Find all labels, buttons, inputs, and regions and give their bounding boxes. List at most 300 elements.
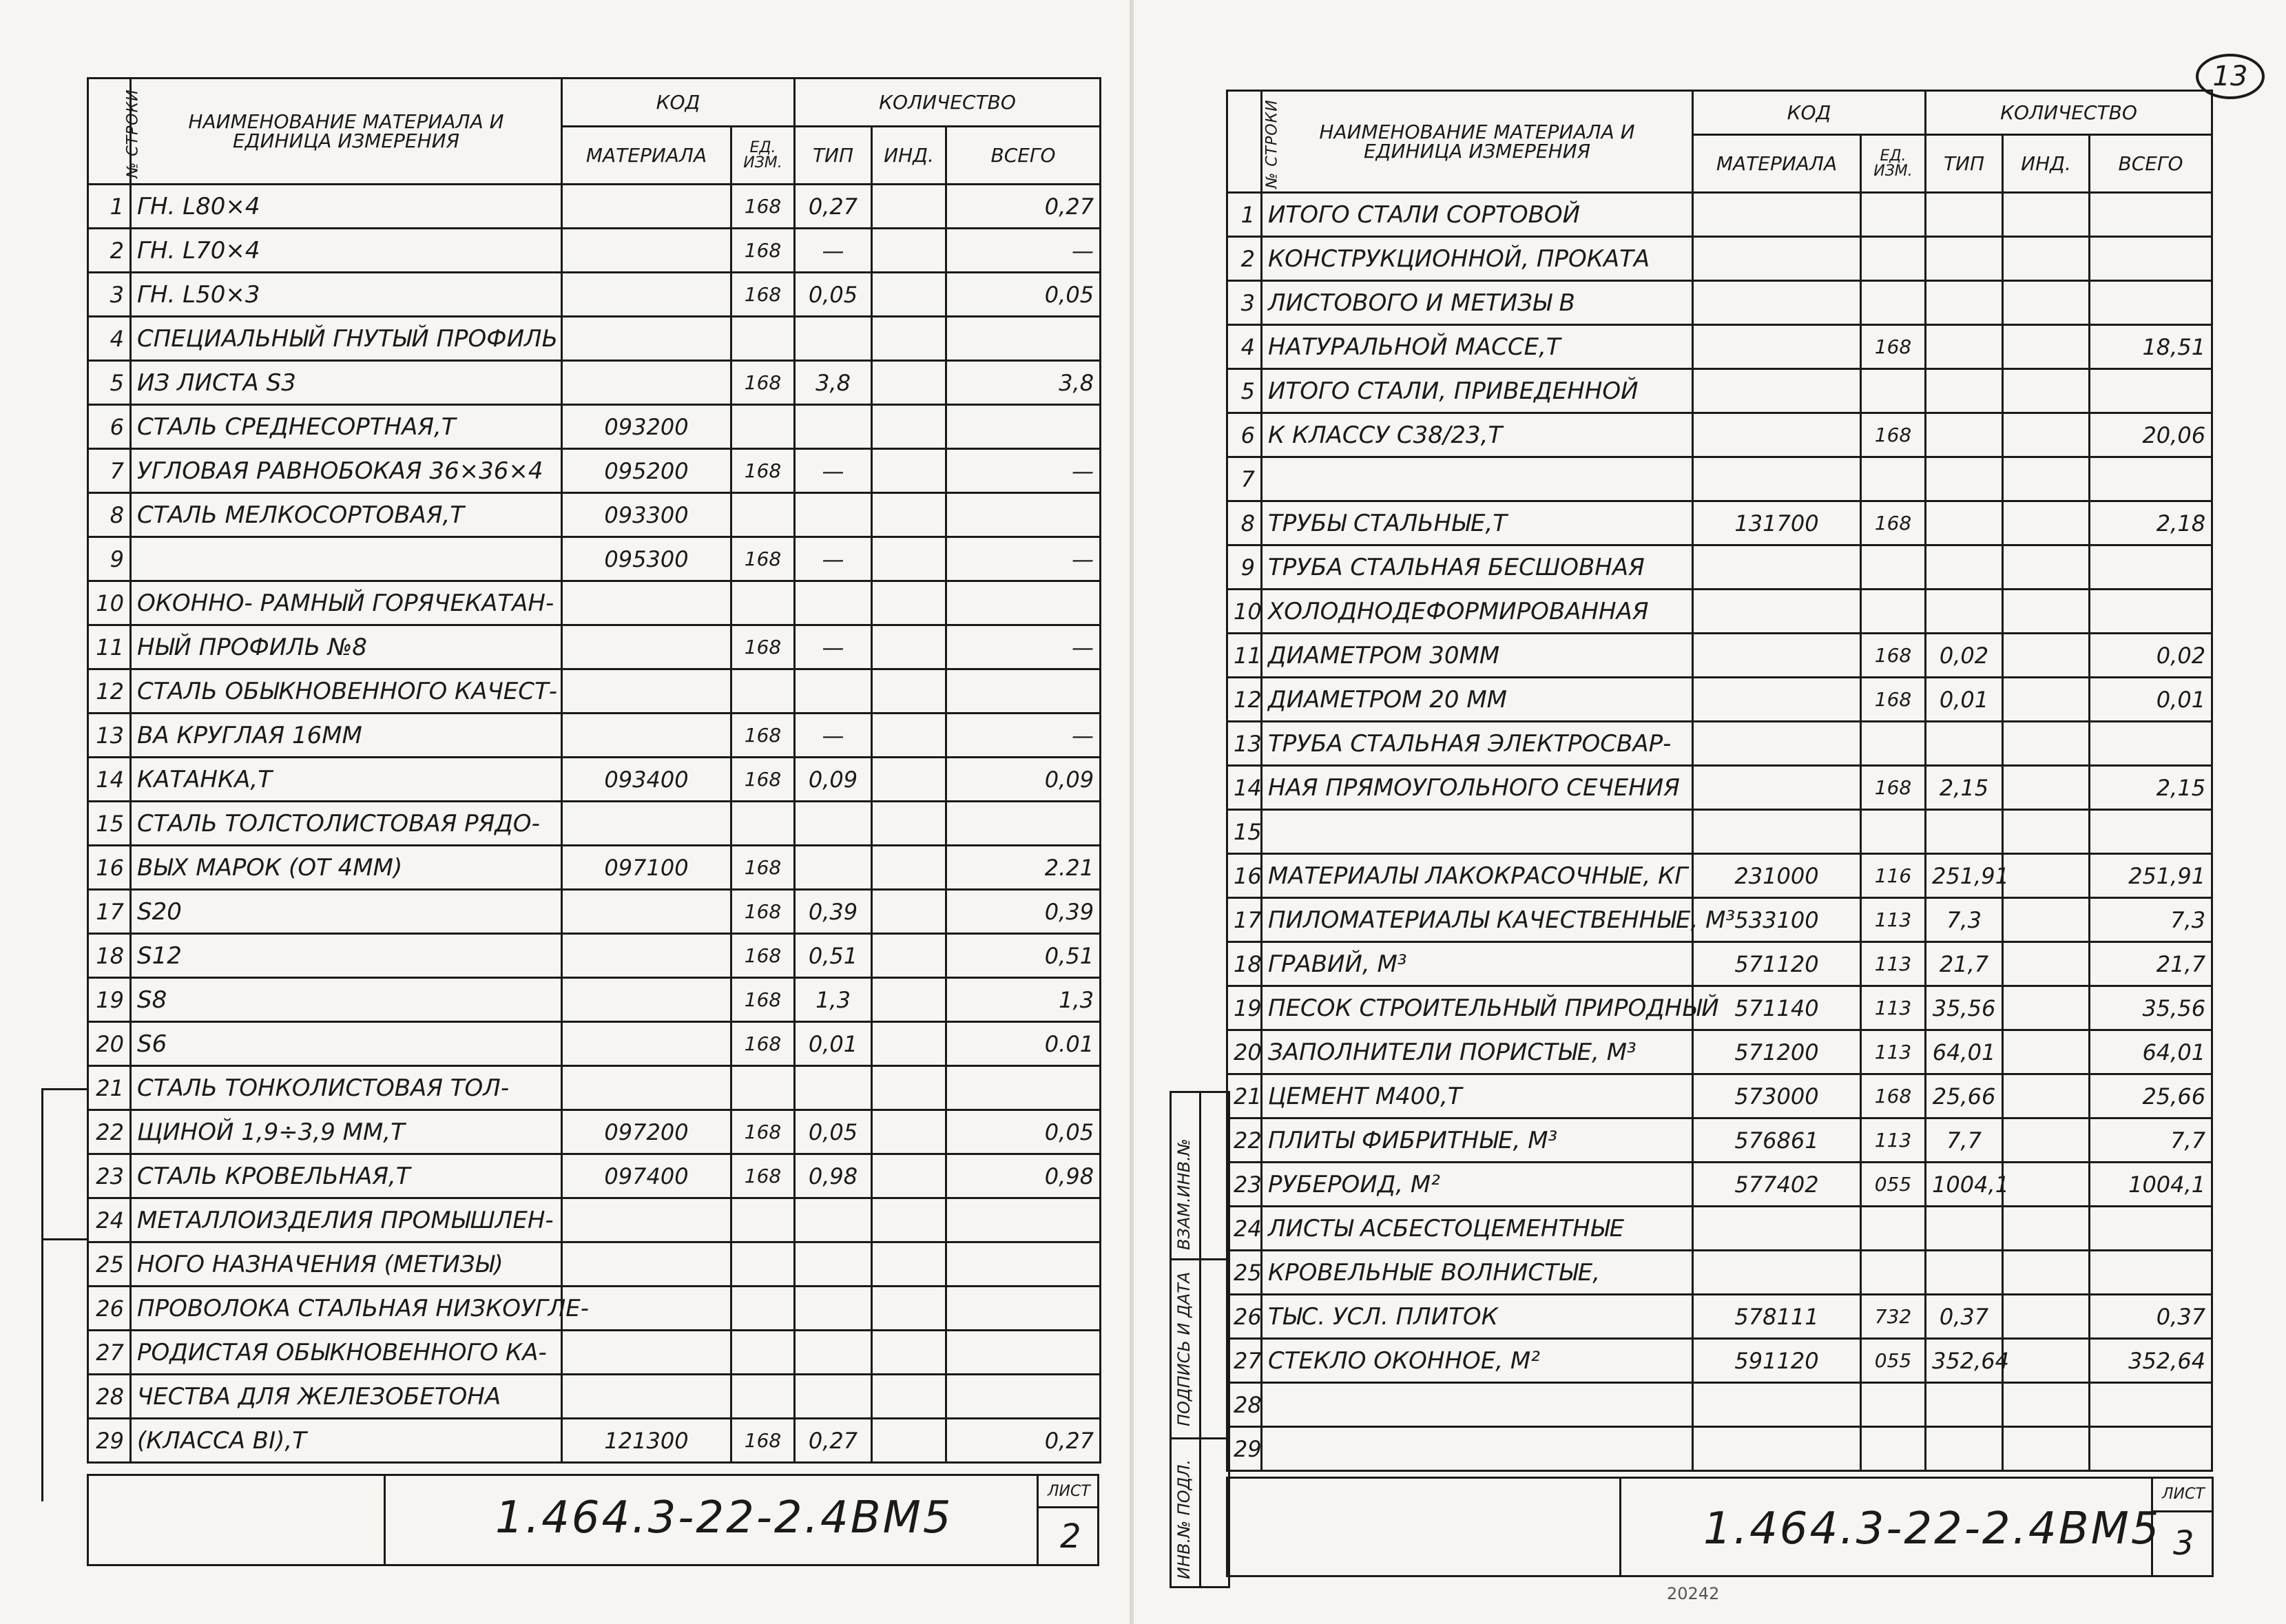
right-cell-n: 9 bbox=[1227, 545, 1262, 590]
left-cell-total bbox=[946, 1066, 1101, 1110]
right-cell-typ bbox=[1926, 501, 2003, 545]
right-cell-code: 571120 bbox=[1693, 942, 1861, 986]
left-cell-typ: 3,8 bbox=[795, 361, 872, 405]
right-row-9 bbox=[1227, 545, 2212, 590]
left-cell-n: 17 bbox=[88, 890, 131, 934]
right-cell-total: 2,18 bbox=[2090, 501, 2212, 545]
right-cell-total bbox=[2090, 1251, 2212, 1295]
left-cell-typ: — bbox=[795, 537, 872, 581]
right-cell-typ: 352,64 bbox=[1926, 1339, 2003, 1383]
left-cell-ind bbox=[872, 1022, 946, 1066]
left-cell-ind bbox=[872, 890, 946, 934]
left-sheet-label: ЛИСТ bbox=[1048, 1483, 1090, 1500]
right-cell-name: ПЕСОК СТРОИТЕЛЬНЫЙ ПРИРОДНЫЙ bbox=[1262, 986, 1693, 1030]
left-cell-name: S20 bbox=[131, 890, 562, 934]
left-cell-code bbox=[562, 581, 731, 625]
left-cell-name: (КЛАССА ВI),Т bbox=[131, 1419, 562, 1463]
left-cell-n: 20 bbox=[88, 1022, 131, 1066]
left-cell-total bbox=[946, 1331, 1101, 1375]
right-cell-name: ЗАПОЛНИТЕЛИ ПОРИСТЫЕ, М³ bbox=[1262, 1030, 1693, 1074]
left-cell-typ: — bbox=[795, 625, 872, 669]
left-cell-total: 0,09 bbox=[946, 758, 1101, 802]
right-cell-name: ТРУБА СТАЛЬНАЯ ЭЛЕКТРОСВАР- bbox=[1262, 722, 1693, 766]
left-cell-typ: 0,27 bbox=[795, 1419, 872, 1463]
left-cell-name: УГЛОВАЯ РАВНОБОКАЯ 36×36×4 bbox=[131, 449, 562, 493]
left-cell-code: 093300 bbox=[562, 493, 731, 537]
right-cell-unit bbox=[1861, 369, 1926, 413]
right-cell-name: ЦЕМЕНТ М400,Т bbox=[1262, 1074, 1693, 1118]
left-cell-name: ЩИНОЙ 1,9÷3,9 ММ,Т bbox=[131, 1110, 562, 1154]
right-cell-name: ИТОГО СТАЛИ, ПРИВЕДЕННОЙ bbox=[1262, 369, 1693, 413]
right-cell-ind bbox=[2003, 678, 2090, 722]
left-row-17 bbox=[88, 890, 1101, 934]
left-spec-table bbox=[87, 77, 1101, 1464]
left-cell-name: ГН. L80×4 bbox=[131, 185, 562, 229]
right-cell-name: ГРАВИЙ, М³ bbox=[1262, 942, 1693, 986]
right-cell-total: 352,64 bbox=[2090, 1339, 2212, 1383]
right-cell-code: 231000 bbox=[1693, 854, 1861, 898]
right-cell-n: 18 bbox=[1227, 942, 1262, 986]
right-cell-typ: 64,01 bbox=[1926, 1030, 2003, 1074]
right-cell-code bbox=[1693, 722, 1861, 766]
right-cell-ind bbox=[2003, 457, 2090, 501]
right-cell-code bbox=[1693, 281, 1861, 325]
left-cell-code: 121300 bbox=[562, 1419, 731, 1463]
left-cell-unit: 168 bbox=[731, 890, 795, 934]
right-row-3 bbox=[1227, 281, 2212, 325]
left-row-18 bbox=[88, 934, 1101, 978]
left-cell-typ bbox=[795, 1331, 872, 1375]
right-cell-typ: 21,7 bbox=[1926, 942, 2003, 986]
right-cell-total: 2,15 bbox=[2090, 766, 2212, 810]
right-cell-unit: 168 bbox=[1861, 634, 1926, 678]
left-cell-n: 7 bbox=[88, 449, 131, 493]
right-cell-name: ПИЛОМАТЕРИАЛЫ КАЧЕСТВЕННЫЕ, М³ bbox=[1262, 898, 1693, 942]
left-cell-unit: 168 bbox=[731, 846, 795, 890]
left-row-2 bbox=[88, 229, 1101, 273]
left-cell-n: 27 bbox=[88, 1331, 131, 1375]
right-code-unit-header: ЕД. ИЗМ. bbox=[1861, 135, 1926, 193]
right-cell-name: НАЯ ПРЯМОУГОЛЬНОГО СЕЧЕНИЯ bbox=[1262, 766, 1693, 810]
right-cell-n: 27 bbox=[1227, 1339, 1262, 1383]
left-cell-code bbox=[562, 714, 731, 758]
left-cell-total bbox=[946, 1198, 1101, 1242]
right-cell-code bbox=[1693, 1427, 1861, 1471]
right-cell-code: 578111 bbox=[1693, 1295, 1861, 1339]
right-cell-total bbox=[2090, 281, 2212, 325]
left-cell-typ: — bbox=[795, 229, 872, 273]
right-spec-table bbox=[1226, 90, 2213, 1472]
left-cell-code bbox=[562, 185, 731, 229]
right-cell-typ: 25,66 bbox=[1926, 1074, 2003, 1118]
right-cell-ind bbox=[2003, 501, 2090, 545]
left-cell-typ: 0,05 bbox=[795, 1110, 872, 1154]
left-cell-ind bbox=[872, 1419, 946, 1463]
left-cell-unit: 168 bbox=[731, 1110, 795, 1154]
left-cell-typ: 0,51 bbox=[795, 934, 872, 978]
right-cell-ind bbox=[2003, 1074, 2090, 1118]
right-cell-unit bbox=[1861, 810, 1926, 854]
right-cell-name: К КЛАССУ С38/23,Т bbox=[1262, 413, 1693, 457]
left-cell-ind bbox=[872, 1331, 946, 1375]
right-document-code: 1.464.3-22-2.4ВМ5 bbox=[1703, 1503, 2161, 1554]
right-cell-name: МАТЕРИАЛЫ ЛАКОКРАСОЧНЫЕ, КГ bbox=[1262, 854, 1693, 898]
left-cell-n: 24 bbox=[88, 1198, 131, 1242]
left-cell-total: 0,05 bbox=[946, 273, 1101, 317]
right-cell-total: 1004,1 bbox=[2090, 1163, 2212, 1207]
left-cell-n: 8 bbox=[88, 493, 131, 537]
left-cell-total: 2.21 bbox=[946, 846, 1101, 890]
right-cell-name: КРОВЕЛЬНЫЕ ВОЛНИСТЫЕ, bbox=[1262, 1251, 1693, 1295]
right-row-26 bbox=[1227, 1295, 2212, 1339]
right-cell-unit: 113 bbox=[1861, 898, 1926, 942]
right-row-25 bbox=[1227, 1251, 2212, 1295]
right-cell-typ bbox=[1926, 237, 2003, 281]
right-cell-name bbox=[1262, 810, 1693, 854]
left-cell-total bbox=[946, 1375, 1101, 1419]
left-cell-n: 16 bbox=[88, 846, 131, 890]
right-cell-unit: 116 bbox=[1861, 854, 1926, 898]
right-cell-n: 13 bbox=[1227, 722, 1262, 766]
right-cell-typ bbox=[1926, 810, 2003, 854]
left-row-20 bbox=[88, 1022, 1101, 1066]
left-cell-unit bbox=[731, 581, 795, 625]
left-cell-total: 0.01 bbox=[946, 1022, 1101, 1066]
left-cell-typ: 0,27 bbox=[795, 185, 872, 229]
right-cell-unit: 168 bbox=[1861, 325, 1926, 369]
left-cell-unit: 168 bbox=[731, 229, 795, 273]
left-cell-n: 28 bbox=[88, 1375, 131, 1419]
left-cell-code bbox=[562, 229, 731, 273]
left-cell-code bbox=[562, 802, 731, 846]
left-cell-typ bbox=[795, 802, 872, 846]
right-cell-ind bbox=[2003, 986, 2090, 1030]
left-cell-n: 14 bbox=[88, 758, 131, 802]
qty-typ-header: ТИП bbox=[795, 127, 872, 185]
right-cell-name: ДИАМЕТРОМ 30ММ bbox=[1262, 634, 1693, 678]
left-cell-total bbox=[946, 405, 1101, 449]
left-cell-code bbox=[562, 317, 731, 361]
left-cell-total: 3,8 bbox=[946, 361, 1101, 405]
right-cell-typ bbox=[1926, 1427, 2003, 1471]
left-cell-name: НОГО НАЗНАЧЕНИЯ (МЕТИЗЫ) bbox=[131, 1242, 562, 1287]
left-cell-unit: 168 bbox=[731, 978, 795, 1022]
right-cell-name: ТЫС. УСЛ. ПЛИТОК bbox=[1262, 1295, 1693, 1339]
left-row-15 bbox=[88, 802, 1101, 846]
right-cell-total: 7,3 bbox=[2090, 898, 2212, 942]
right-cell-typ bbox=[1926, 1207, 2003, 1251]
left-cell-name: РОДИСТАЯ ОБЫКНОВЕННОГО КА- bbox=[131, 1331, 562, 1375]
right-row-5 bbox=[1227, 369, 2212, 413]
left-cell-unit: 168 bbox=[731, 361, 795, 405]
left-row-26 bbox=[88, 1287, 1101, 1331]
right-cell-name: КОНСТРУКЦИОННОЙ, ПРОКАТА bbox=[1262, 237, 1693, 281]
left-cell-total bbox=[946, 669, 1101, 714]
left-cell-ind bbox=[872, 934, 946, 978]
left-cell-name: СТАЛЬ ОБЫКНОВЕННОГО КАЧЕСТ- bbox=[131, 669, 562, 714]
left-cell-n: 12 bbox=[88, 669, 131, 714]
footer-archive-number: 20242 bbox=[1667, 1584, 1720, 1603]
right-cell-ind bbox=[2003, 193, 2090, 237]
left-cell-code bbox=[562, 1375, 731, 1419]
left-cell-total: 0,05 bbox=[946, 1110, 1101, 1154]
left-cell-n: 11 bbox=[88, 625, 131, 669]
right-cell-ind bbox=[2003, 1118, 2090, 1163]
right-cell-code: 131700 bbox=[1693, 501, 1861, 545]
right-cell-typ bbox=[1926, 193, 2003, 237]
right-cell-total bbox=[2090, 810, 2212, 854]
right-cell-total bbox=[2090, 722, 2212, 766]
qty-ind-header: ИНД. bbox=[872, 127, 946, 185]
left-cell-unit: 168 bbox=[731, 934, 795, 978]
right-name-header: НАИМЕНОВАНИЕ МАТЕРИАЛА И ЕДИНИЦА ИЗМЕРЕНИЯ bbox=[1262, 91, 1693, 193]
right-row-28 bbox=[1227, 1383, 2212, 1427]
right-cell-n: 29 bbox=[1227, 1427, 1262, 1471]
row-number-header: № СТРОКИ bbox=[88, 79, 131, 185]
right-cell-n: 25 bbox=[1227, 1251, 1262, 1295]
left-sheet-number: 2 bbox=[1060, 1517, 1081, 1556]
right-row-16 bbox=[1227, 854, 2212, 898]
right-cell-code: 577402 bbox=[1693, 1163, 1861, 1207]
left-cell-code bbox=[562, 625, 731, 669]
left-cell-ind bbox=[872, 1375, 946, 1419]
right-qty-group-header: КОЛИЧЕСТВО bbox=[1926, 91, 2212, 135]
left-cell-name: ЧЕСТВА ДЛЯ ЖЕЛЕЗОБЕТОНА bbox=[131, 1375, 562, 1419]
right-cell-ind bbox=[2003, 942, 2090, 986]
right-row-23 bbox=[1227, 1163, 2212, 1207]
left-cell-unit: 168 bbox=[731, 1022, 795, 1066]
right-code-material-header: МАТЕРИАЛА bbox=[1693, 135, 1861, 193]
right-cell-ind bbox=[2003, 281, 2090, 325]
right-cell-ind bbox=[2003, 1339, 2090, 1383]
left-cell-n: 3 bbox=[88, 273, 131, 317]
right-cell-code: 573000 bbox=[1693, 1074, 1861, 1118]
left-row-10 bbox=[88, 581, 1101, 625]
right-cell-code bbox=[1693, 369, 1861, 413]
left-cell-name: ИЗ ЛИСТА S3 bbox=[131, 361, 562, 405]
right-cell-ind bbox=[2003, 325, 2090, 369]
right-cell-unit bbox=[1861, 1383, 1926, 1427]
left-cell-n: 21 bbox=[88, 1066, 131, 1110]
left-row-6 bbox=[88, 405, 1101, 449]
page-number-badge: 13 bbox=[2196, 54, 2265, 99]
left-cell-name: СТАЛЬ ТОЛСТОЛИСТОВАЯ РЯДО- bbox=[131, 802, 562, 846]
right-cell-n: 28 bbox=[1227, 1383, 1262, 1427]
right-cell-total bbox=[2090, 237, 2212, 281]
left-cell-code: 097400 bbox=[562, 1154, 731, 1198]
left-cell-name: ОКОННО- РАМНЫЙ ГОРЯЧЕКАТАН- bbox=[131, 581, 562, 625]
right-cell-n: 2 bbox=[1227, 237, 1262, 281]
left-cell-total: 0,27 bbox=[946, 1419, 1101, 1463]
right-cell-unit bbox=[1861, 590, 1926, 634]
left-cell-unit bbox=[731, 1287, 795, 1331]
right-row-1 bbox=[1227, 193, 2212, 237]
left-cell-total bbox=[946, 1242, 1101, 1287]
left-cell-unit: 168 bbox=[731, 625, 795, 669]
right-row-2 bbox=[1227, 237, 2212, 281]
left-cell-ind bbox=[872, 1066, 946, 1110]
code-group-header: КОД bbox=[562, 79, 795, 127]
left-cell-name: S8 bbox=[131, 978, 562, 1022]
right-cell-n: 19 bbox=[1227, 986, 1262, 1030]
right-cell-typ: 2,15 bbox=[1926, 766, 2003, 810]
left-cell-ind bbox=[872, 1242, 946, 1287]
right-cell-typ: 1004,1 bbox=[1926, 1163, 2003, 1207]
left-cell-total bbox=[946, 317, 1101, 361]
left-cell-ind bbox=[872, 405, 946, 449]
left-title-block bbox=[87, 1474, 1099, 1566]
right-cell-total: 0,02 bbox=[2090, 634, 2212, 678]
right-sheet-label: ЛИСТ bbox=[2162, 1486, 2205, 1503]
right-cell-n: 26 bbox=[1227, 1295, 1262, 1339]
left-cell-total bbox=[946, 802, 1101, 846]
right-cell-total: 0,01 bbox=[2090, 678, 2212, 722]
left-cell-code: 097100 bbox=[562, 846, 731, 890]
right-cell-name: СТЕКЛО ОКОННОЕ, М² bbox=[1262, 1339, 1693, 1383]
right-cell-ind bbox=[2003, 1383, 2090, 1427]
left-cell-ind bbox=[872, 449, 946, 493]
left-row-9 bbox=[88, 537, 1101, 581]
left-cell-code: 095300 bbox=[562, 537, 731, 581]
right-cell-total: 21,7 bbox=[2090, 942, 2212, 986]
left-cell-name: СТАЛЬ КРОВЕЛЬНАЯ,Т bbox=[131, 1154, 562, 1198]
left-cell-name: НЫЙ ПРОФИЛЬ №8 bbox=[131, 625, 562, 669]
right-row-number-header: № СТРОКИ bbox=[1227, 91, 1262, 193]
right-cell-code bbox=[1693, 545, 1861, 590]
left-cell-total: 0,98 bbox=[946, 1154, 1101, 1198]
right-cell-code bbox=[1693, 325, 1861, 369]
left-cell-unit: 168 bbox=[731, 273, 795, 317]
left-cell-name: МЕТАЛЛОИЗДЕЛИЯ ПРОМЫШЛЕН- bbox=[131, 1198, 562, 1242]
right-cell-ind bbox=[2003, 1427, 2090, 1471]
right-qty-ind-header: ИНД. bbox=[2003, 135, 2090, 193]
right-cell-typ bbox=[1926, 1251, 2003, 1295]
left-cell-n: 26 bbox=[88, 1287, 131, 1331]
right-cell-unit bbox=[1861, 457, 1926, 501]
right-row-20 bbox=[1227, 1030, 2212, 1074]
left-cell-ind bbox=[872, 758, 946, 802]
left-cell-unit bbox=[731, 1198, 795, 1242]
left-cell-typ bbox=[795, 1242, 872, 1287]
left-cell-ind bbox=[872, 802, 946, 846]
right-cell-unit: 055 bbox=[1861, 1163, 1926, 1207]
right-cell-code: 571140 bbox=[1693, 986, 1861, 1030]
right-cell-typ bbox=[1926, 1383, 2003, 1427]
right-cell-ind bbox=[2003, 766, 2090, 810]
right-cell-n: 14 bbox=[1227, 766, 1262, 810]
right-cell-name: ДИАМЕТРОМ 20 ММ bbox=[1262, 678, 1693, 722]
left-row-5 bbox=[88, 361, 1101, 405]
right-row-6 bbox=[1227, 413, 2212, 457]
right-row-8 bbox=[1227, 501, 2212, 545]
left-cell-n: 15 bbox=[88, 802, 131, 846]
right-qty-typ-header: ТИП bbox=[1926, 135, 2003, 193]
left-cell-ind bbox=[872, 493, 946, 537]
side-label-original-inventory: ИНВ.№ ПОДЛ. bbox=[1174, 1459, 1194, 1579]
left-row-11 bbox=[88, 625, 1101, 669]
left-row-8 bbox=[88, 493, 1101, 537]
right-cell-n: 20 bbox=[1227, 1030, 1262, 1074]
left-cell-total: 0,39 bbox=[946, 890, 1101, 934]
code-material-header: МАТЕРИАЛА bbox=[562, 127, 731, 185]
left-cell-typ: 0,98 bbox=[795, 1154, 872, 1198]
left-cell-n: 5 bbox=[88, 361, 131, 405]
code-unit-header: ЕД. ИЗМ. bbox=[731, 127, 795, 185]
left-cell-typ: 1,3 bbox=[795, 978, 872, 1022]
right-cell-ind bbox=[2003, 810, 2090, 854]
right-cell-ind bbox=[2003, 545, 2090, 590]
left-cell-typ: 0,01 bbox=[795, 1022, 872, 1066]
right-cell-unit bbox=[1861, 545, 1926, 590]
right-cell-code bbox=[1693, 766, 1861, 810]
right-cell-ind bbox=[2003, 1295, 2090, 1339]
left-cell-unit: 168 bbox=[731, 758, 795, 802]
left-cell-n: 1 bbox=[88, 185, 131, 229]
right-cell-name bbox=[1262, 457, 1693, 501]
left-cell-code: 093400 bbox=[562, 758, 731, 802]
left-cell-unit: 168 bbox=[731, 449, 795, 493]
left-cell-code bbox=[562, 1198, 731, 1242]
right-cell-unit: 168 bbox=[1861, 678, 1926, 722]
left-row-14 bbox=[88, 758, 1101, 802]
right-row-15 bbox=[1227, 810, 2212, 854]
right-cell-total: 35,56 bbox=[2090, 986, 2212, 1030]
left-cell-typ bbox=[795, 581, 872, 625]
right-cell-total bbox=[2090, 457, 2212, 501]
right-cell-code bbox=[1693, 237, 1861, 281]
right-cell-n: 16 bbox=[1227, 854, 1262, 898]
left-cell-name: СПЕЦИАЛЬНЫЙ ГНУТЫЙ ПРОФИЛЬ bbox=[131, 317, 562, 361]
left-cell-code bbox=[562, 669, 731, 714]
right-cell-name: НАТУРАЛЬНОЙ МАССЕ,Т bbox=[1262, 325, 1693, 369]
right-cell-typ: 0,02 bbox=[1926, 634, 2003, 678]
left-cell-unit bbox=[731, 1242, 795, 1287]
right-cell-typ bbox=[1926, 281, 2003, 325]
left-cell-ind bbox=[872, 317, 946, 361]
right-cell-n: 7 bbox=[1227, 457, 1262, 501]
right-row-10 bbox=[1227, 590, 2212, 634]
left-cell-unit: 168 bbox=[731, 185, 795, 229]
left-cell-total: — bbox=[946, 449, 1101, 493]
left-cell-total bbox=[946, 1287, 1101, 1331]
left-row-23 bbox=[88, 1154, 1101, 1198]
right-cell-n: 23 bbox=[1227, 1163, 1262, 1207]
left-row-13 bbox=[88, 714, 1101, 758]
right-cell-unit: 113 bbox=[1861, 1118, 1926, 1163]
left-row-25 bbox=[88, 1242, 1101, 1287]
side-label-signature-date: ПОДПИСЬ И ДАТА bbox=[1174, 1271, 1194, 1426]
left-cell-unit bbox=[731, 405, 795, 449]
right-cell-typ bbox=[1926, 722, 2003, 766]
right-cell-ind bbox=[2003, 1163, 2090, 1207]
right-cell-ind bbox=[2003, 854, 2090, 898]
left-cell-unit bbox=[731, 493, 795, 537]
right-cell-total: 18,51 bbox=[2090, 325, 2212, 369]
right-cell-unit: 168 bbox=[1861, 1074, 1926, 1118]
right-cell-n: 10 bbox=[1227, 590, 1262, 634]
right-cell-n: 3 bbox=[1227, 281, 1262, 325]
right-cell-code bbox=[1693, 590, 1861, 634]
right-cell-name: ТРУБА СТАЛЬНАЯ БЕСШОВНАЯ bbox=[1262, 545, 1693, 590]
left-document-code: 1.464.3-22-2.4ВМ5 bbox=[495, 1492, 953, 1543]
right-row-18 bbox=[1227, 942, 2212, 986]
left-cell-name: СТАЛЬ МЕЛКОСОРТОВАЯ,Т bbox=[131, 493, 562, 537]
left-cell-total: — bbox=[946, 714, 1101, 758]
left-cell-typ bbox=[795, 405, 872, 449]
right-qty-total-header: ВСЕГО bbox=[2090, 135, 2212, 193]
right-cell-total bbox=[2090, 1383, 2212, 1427]
left-cell-code bbox=[562, 1242, 731, 1287]
